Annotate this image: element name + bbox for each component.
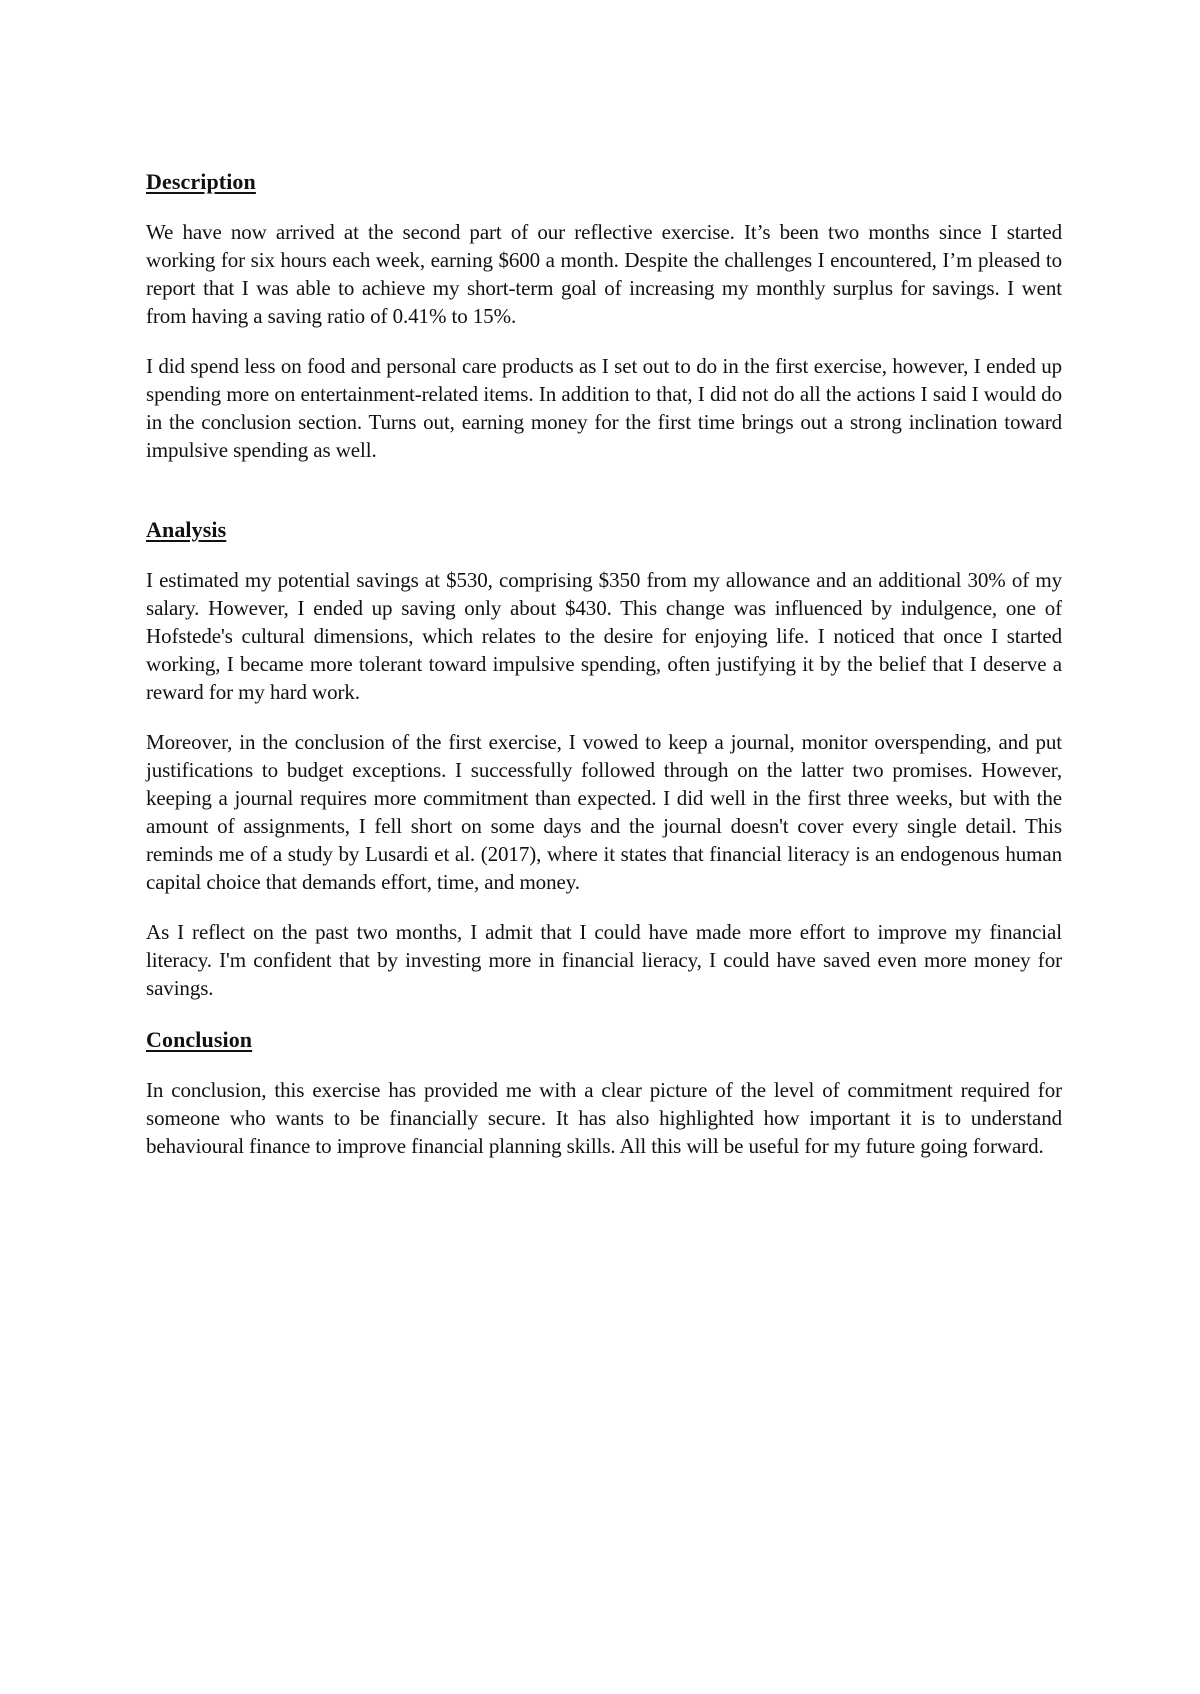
- description-paragraph: I did spend less on food and personal care products as I set out to do in the first exercise, however, I ended up spending more on entertainment-related items. In addition to that, I did not do all the actions I said I would do in the conclusion section. Turns out, earning money for the first time brings out a strong inclination toward impulsive spending as well.: [146, 354, 1062, 462]
- section-heading-description: Description: [146, 169, 256, 194]
- description-paragraph: We have now arrived at the second part of our reflective exercise. It’s been two months since I started working for six hours each week, earning $600 a month. Despite the challenges I encountered, I’m pleased to report that I was able to achieve my short-term goal of increasing my monthly surplus for savings. I went from having a saving ratio of 0.41% to 15%.: [146, 220, 1062, 328]
- conclusion-paragraph: In conclusion, this exercise has provided me with a clear picture of the level of commitment required for someone who wants to be financially secure. It has also highlighted how important it is to understand behavioural finance to improve financial planning skills. All this will be useful for my future going forward.: [146, 1078, 1062, 1158]
- analysis-paragraph: As I reflect on the past two months, I admit that I could have made more effort to improve my financial literacy. I'm confident that by investing more in financial lieracy, I could have saved even more money for savings.: [146, 920, 1062, 1000]
- document-page: [146, 168, 1062, 1160]
- section-heading-analysis: Analysis: [146, 517, 227, 542]
- analysis-paragraph: I estimated my potential savings at $530, comprising $350 from my allowance and an additional 30% of my salary. However, I ended up saving only about $430. This change was influenced by indulgence, one of Hofstede's cultural dimensions, which relates to the desire for enjoying life. I noticed that once I started working, I became more tolerant toward impulsive spending, often justifying it by the belief that I deserve a reward for my hard work.: [146, 568, 1062, 704]
- analysis-paragraph: Moreover, in the conclusion of the first exercise, I vowed to keep a journal, monitor overspending, and put justifications to budget exceptions. I successfully followed through on the latter two promises. However, keeping a journal requires more commitment than expected. I did well in the first three weeks, but with the amount of assignments, I fell short on some days and the journal doesn't cover every single detail. This reminds me of a study by Lusardi et al. (2017), where it states that financial literacy is an endogenous human capital choice that demands effort, time, and money.: [146, 730, 1062, 894]
- section-heading-conclusion: Conclusion: [146, 1027, 253, 1052]
